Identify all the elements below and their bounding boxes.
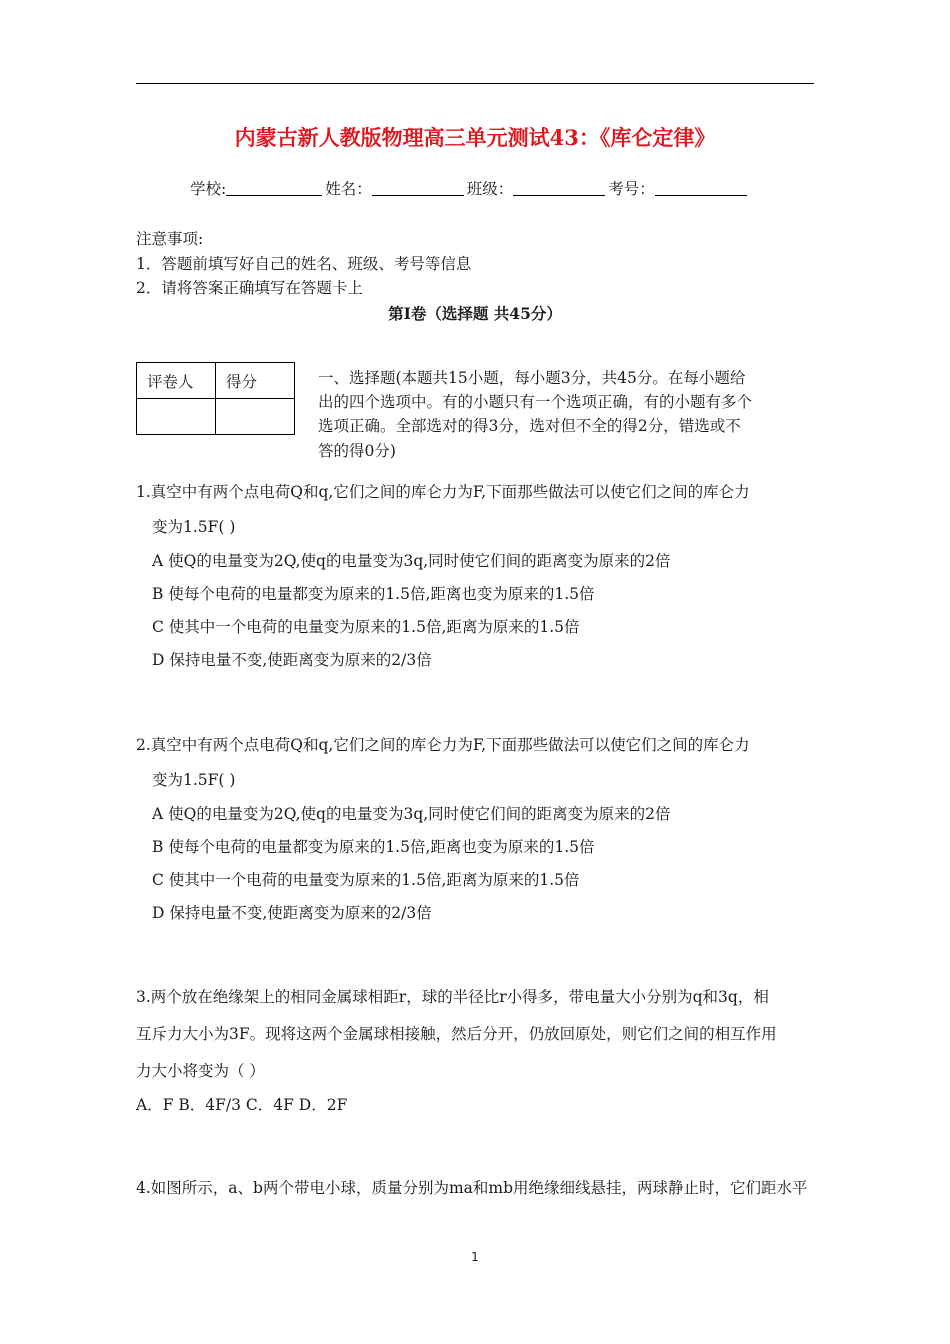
question-4-stem: 4.如图所示，a、b两个带电小球，质量分别为ma和mb用绝缘细线悬挂，两球静止时，它们距水平 (136, 1179, 808, 1197)
question-1-stem-cont: 变为1.5F( ) (152, 518, 236, 536)
question-1-stem: 1.真空中有两个点电荷Q和q,它们之间的库仑力为F,下面那些做法可以使它们之间的库仑力 (136, 483, 750, 501)
instructions-line: 答的得0分) (318, 442, 396, 460)
note-item: 2．请将答案正确填写在答题卡上 (136, 279, 363, 297)
header-rule (136, 83, 814, 84)
student-info-line (190, 177, 750, 199)
instructions-line: 选项正确。全部选对的得3分，选对但不全的得2分，错选或不 (318, 417, 741, 435)
question-1-option-d: D 保持电量不变,使距离变为原来的2/3倍 (152, 651, 432, 669)
page-number: 1 (471, 1250, 479, 1264)
question-3-line: 3.两个放在绝缘架上的相同金属球相距r，球的半径比r小得多，带电量大小分别为q和3q，相 (136, 988, 769, 1006)
exam-number-label: 考号： (608, 180, 655, 198)
question-2-stem-cont: 变为1.5F( ) (152, 771, 236, 789)
reviewer-header: 评卷人 (137, 363, 216, 399)
instructions-line: 出的四个选项中。有的小题只有一个选项正确，有的小题有多个 (318, 393, 753, 411)
reviewer-cell[interactable] (137, 399, 216, 435)
question-3-options: A．F B．4F/3 C．4F D．2F (136, 1096, 348, 1114)
score-table (136, 362, 295, 435)
name-label: 姓名： (325, 180, 372, 198)
instructions-line: 一、选择题(本题共15小题，每小题3分，共45分。在每小题给 (318, 369, 746, 387)
question-3-line: 力大小将变为（ ） (136, 1062, 265, 1080)
question-2-stem: 2.真空中有两个点电荷Q和q,它们之间的库仑力为F,下面那些做法可以使它们之间的库仑力 (136, 736, 750, 754)
class-blank[interactable] (513, 180, 605, 196)
name-blank[interactable] (372, 180, 464, 196)
score-header: 得分 (216, 363, 295, 399)
note-item: 1．答题前填写好自己的姓名、班级、考号等信息 (136, 255, 472, 273)
question-1-option-c: C 使其中一个电荷的电量变为原来的1.5倍,距离为原来的1.5倍 (152, 618, 580, 636)
question-2-option-b: B 使每个电荷的电量都变为原来的1.5倍,距离也变为原来的1.5倍 (152, 838, 595, 856)
question-2-option-d: D 保持电量不变,使距离变为原来的2/3倍 (152, 904, 432, 922)
school-blank[interactable] (226, 180, 322, 196)
section-title: 第Ⅰ卷（选择题 共45分） (388, 304, 562, 323)
notes-heading: 注意事项: (136, 230, 204, 248)
exam-number-blank[interactable] (655, 180, 747, 196)
question-1-option-a: A 使Q的电量变为2Q,使q的电量变为3q,同时使它们间的距离变为原来的2倍 (152, 552, 671, 570)
question-2-option-c: C 使其中一个电荷的电量变为原来的1.5倍,距离为原来的1.5倍 (152, 871, 580, 889)
document-title: 内蒙古新人教版物理高三单元测试43：《库仑定律》 (234, 125, 716, 150)
school-label: 学校: (190, 180, 227, 198)
question-3-line: 互斥力大小为3F。现将这两个金属球相接触，然后分开，仍放回原处，则它们之间的相互作用 (136, 1025, 777, 1043)
score-cell[interactable] (216, 399, 295, 435)
question-1-option-b: B 使每个电荷的电量都变为原来的1.5倍,距离也变为原来的1.5倍 (152, 585, 595, 603)
question-2-option-a: A 使Q的电量变为2Q,使q的电量变为3q,同时使它们间的距离变为原来的2倍 (152, 805, 671, 823)
class-label: 班级： (466, 180, 514, 198)
